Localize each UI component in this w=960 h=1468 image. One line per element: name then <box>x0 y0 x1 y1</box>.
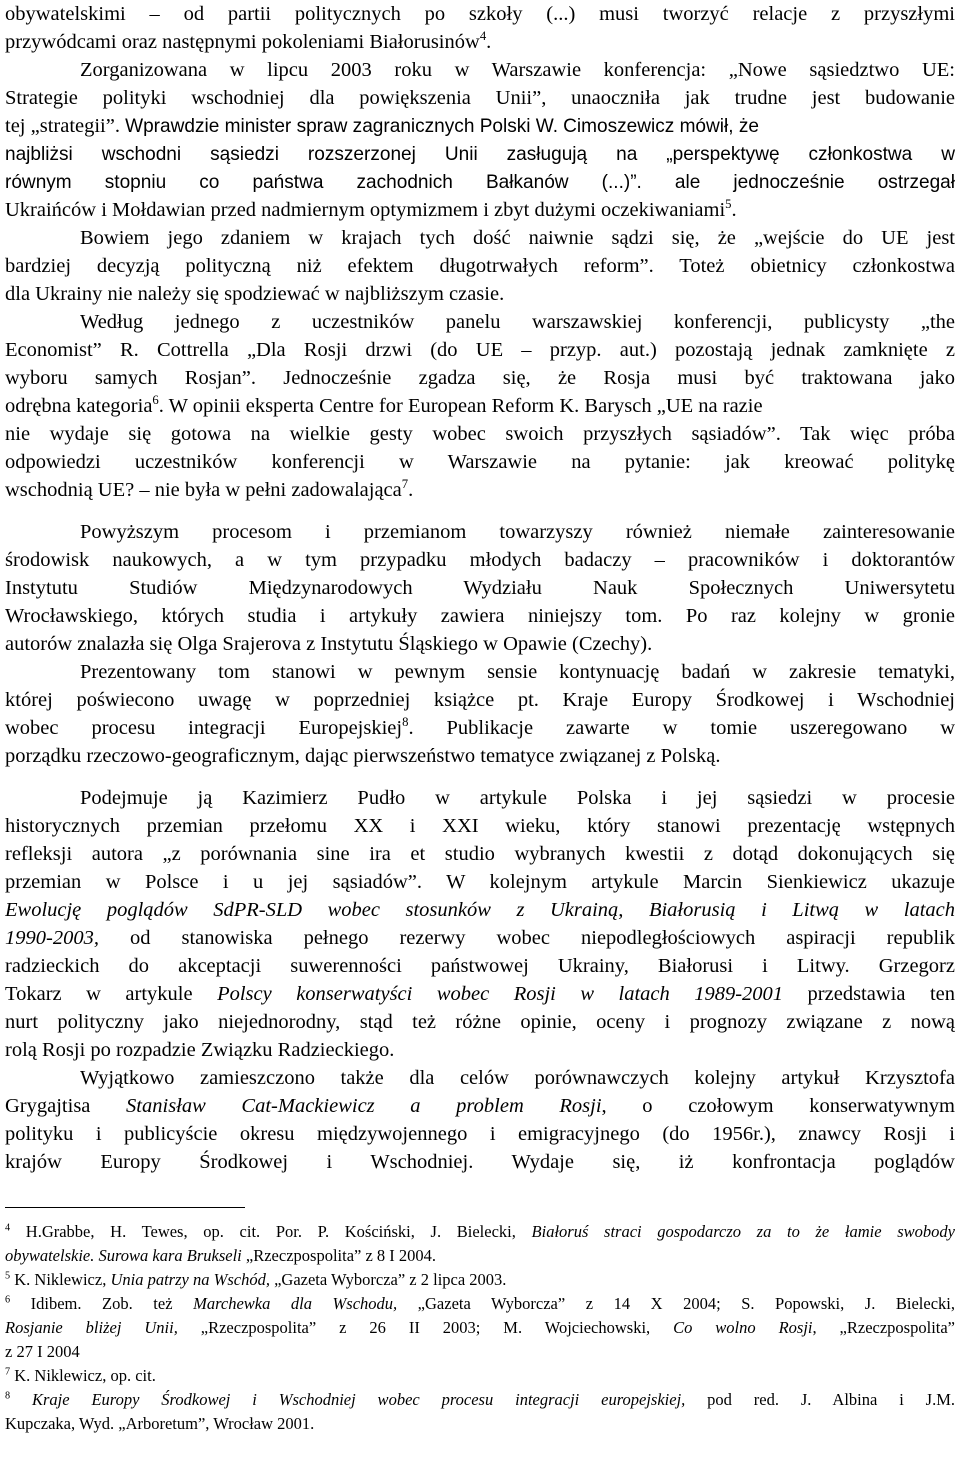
footnote-ref: 4 <box>5 1222 11 1234</box>
text-run: „Gazeta Wyborcza” z 14 X 2004; S. Popowski, J. Bielecki, <box>397 1294 955 1313</box>
text-run: . <box>731 199 737 221</box>
text-line <box>80 1064 955 1092</box>
footnote-separator <box>5 1207 245 1208</box>
text-run: . <box>408 479 414 501</box>
text-run: Strategie polityki wschodniej dla powiększenia Unii”, unaoczniła jak trudne jest budowanie <box>5 87 955 109</box>
footnote-ref: 7 <box>5 1366 11 1378</box>
text-run: , „Rzeczpospolita” <box>812 1318 955 1337</box>
footnote-ref: 8 <box>5 1390 11 1402</box>
footnote-line <box>5 1388 955 1412</box>
text-line <box>80 224 955 252</box>
text-line <box>5 924 955 952</box>
text-line <box>5 812 955 840</box>
italic-title: Marchewka dla Wschodu, <box>193 1294 398 1313</box>
text-line <box>80 658 955 686</box>
text-run: Kupczaka, Wyd. „Arboretum”, Wrocław 2001. <box>5 1414 315 1433</box>
footnote-line <box>5 1412 955 1436</box>
text-run: Prezentowany tom stanowi w pewnym sensie kontynuację badań w zakresie tematyki, <box>80 661 955 683</box>
italic-title: Ewolucję poglądów SdPR-SLD wobec stosunków z Ukrainą, Białorusią i Litwą w latach <box>5 899 955 921</box>
text-run: rolą Rosji po rozpadzie Związku Radzieckiego. <box>5 1039 395 1061</box>
text-run: od stanowiska pełnego rezerwy wobec niepodległościowych aspiracji republik <box>98 927 955 949</box>
text-run: wyboru samych Rosjan”. Jednocześnie zgadza się, że Rosja musi być traktowana jako <box>5 367 955 389</box>
italic-title: Rosjanie bliżej Unii, <box>5 1318 178 1337</box>
footnote-line <box>5 1244 955 1268</box>
italic-title: Białoruś straci gospodarczo za to że łamie swobody <box>531 1222 955 1241</box>
footnote-line <box>5 1220 955 1244</box>
text-run: wschodnią UE? – nie była w pełni zadowalająca <box>5 479 402 501</box>
text-run: Cimoszewicz mówił, że <box>563 116 759 137</box>
text-run: środowisk naukowych, a w tym przypadku młodych badaczy – pracowników i doktorantów <box>5 549 955 571</box>
text-line <box>5 840 955 868</box>
text-run: bardziej decyzją polityczną niż efektem długotrwałych reform”. Toteż obietnicy członkostwa <box>5 255 955 277</box>
text-run: Ukraińców i Mołdawian przed nadmiernym optymizmem i zbyt dużymi oczekiwaniami <box>5 199 726 221</box>
text-run: Powyższym procesom i przemianom towarzyszy również niemałe zainteresowanie <box>80 521 955 543</box>
italic-title: 1990-2003, <box>5 927 99 949</box>
footnote-ref: 6 <box>152 393 159 408</box>
text-run: obywatelskimi – od partii politycznych po szkoły (...) musi tworzyć relacje z przyszłymi <box>5 3 955 25</box>
text-run: refleksji autora „z porównania sine ira et studio wybranych kwestii z dotąd dokonujących się <box>5 843 955 865</box>
text-run: . <box>486 31 492 53</box>
italic-title: Co wolno Rosji <box>673 1318 813 1337</box>
text-line <box>5 1120 955 1148</box>
text-run: „Rzeczpospolita” z 26 II 2003; M. Wojciechowski, <box>177 1318 674 1337</box>
text-line <box>5 714 955 742</box>
text-run: wobec procesu integracji Europejskiej <box>5 717 403 739</box>
text-run: Wyjątkowo zamieszczono także dla celów porównawczych kolejny artykuł Krzysztofa <box>80 1067 955 1089</box>
text-run: dla Ukrainy nie należy się spodziewać w najbliższym czasie. <box>5 283 505 305</box>
text-line <box>5 1008 955 1036</box>
text-run: . W opinii eksperta Centre for European Reform K. Barysch „UE na razie <box>158 395 763 417</box>
text-run: Zorganizowana w lipcu 2003 roku w Warszawie konferencja: „Nowe sąsiedztwo UE: <box>80 59 955 81</box>
text-run: odpowiedzi uczestników konferencji w Warszawie na pytanie: jak kreować politykę <box>5 451 955 473</box>
text-line <box>5 448 955 476</box>
footnote-line <box>5 1268 955 1292</box>
text-line <box>5 280 955 308</box>
text-run: przedstawia ten <box>783 983 955 1005</box>
text-run: Economist” R. Cottrella „Dla Rosji drzwi (do UE – przyp. aut.) pozostają jednak zamknięte z <box>5 339 955 361</box>
footnote-ref: 8 <box>402 715 409 730</box>
text-line <box>5 28 955 56</box>
footnote-line <box>5 1340 955 1364</box>
text-run: Idibem. Zob. też <box>10 1294 194 1313</box>
footnote-ref: 4 <box>479 29 487 44</box>
text-line <box>5 1036 955 1064</box>
text-run: Tokarz w artykule <box>5 983 218 1005</box>
text-line <box>5 84 955 112</box>
italic-title: Kraje Europy Środkowej i Wschodniej wobec procesu integracji europejskiej, <box>32 1390 686 1409</box>
text-line <box>5 1148 955 1176</box>
text-line <box>5 252 955 280</box>
italic-title: obywatelskie. Surowa kara Brukseli <box>5 1246 242 1265</box>
text-run: przemian w Polsce i u jej sąsiadów”. W kolejnym artykule Marcin Sienkiewicz ukazuje <box>5 871 955 893</box>
text-line <box>5 196 955 224</box>
footnote-ref: 5 <box>725 197 732 212</box>
text-line <box>80 518 955 546</box>
text-run: przywódcami oraz następnymi pokoleniami Białorusinów <box>5 31 480 53</box>
text-run: polityku i publicyście okresu międzywojennego i emigracyjnego (do 1956r.), znawcy Rosji i <box>5 1123 955 1145</box>
text-run: , o czołowym konserwatywnym <box>601 1095 955 1117</box>
text-line <box>80 56 955 84</box>
text-line <box>5 742 955 770</box>
text-line <box>5 392 955 420</box>
text-run: Podejmuje ją Kazimierz Pudło w artykule Polska i jej sąsiedzi w procesie <box>80 787 955 809</box>
footnote-line <box>5 1316 955 1340</box>
text-line <box>5 686 955 714</box>
italic-title: Stanisław Cat-Mackiewicz a problem Rosji <box>126 1095 602 1117</box>
text-line <box>80 308 955 336</box>
text-run <box>10 1390 32 1409</box>
text-run: autorów znalazła się Olga Srajerova z Instytutu Śląskiego w Opawie (Czechy). <box>5 633 653 655</box>
text-run: Wprawdzie minister spraw zagranicznych Polski W. <box>125 116 559 137</box>
text-run: nie wydaje się gotowa na wielkie gesty wobec swoich przyszłych sąsiadów”. Tak więc próba <box>5 423 955 445</box>
footnote-ref: 5 <box>5 1270 11 1282</box>
text-run: odrębna kategoria <box>5 395 153 417</box>
text-line <box>5 112 955 140</box>
text-run: nurt polityczny jako niejednorodny, stąd też różne opinie, oceny i prognozy związane z nową <box>5 1011 955 1033</box>
text-run: K. Niklewicz, <box>10 1270 111 1289</box>
text-line <box>5 1092 955 1120</box>
italic-title: Polscy konserwatyści wobec Rosji w latach 1989-2001 <box>217 983 784 1005</box>
text-line <box>5 0 955 28</box>
text-run: porządku rzeczowo-geograficznym, dając pierwszeństwo tematyce związanej z Polską. <box>5 745 721 767</box>
text-run: tej „strategii”. <box>5 115 126 137</box>
text-run: najbliżsi wschodni sąsiedzi rozszerzonej Unii zasługują na „perspektywę członkostwa w <box>5 144 955 165</box>
text-run: z 27 I 2004 <box>5 1342 80 1361</box>
text-line <box>5 420 955 448</box>
text-run: Grygajtisa <box>5 1095 127 1117</box>
text-run: Wrocławskiego, których studia i artykuły zawiera niniejszy tom. Po raz kolejny w gronie <box>5 605 955 627</box>
footnote-ref: 6 <box>5 1294 11 1306</box>
text-run: Instytutu Studiów Międzynarodowych Wydziału Nauk Społecznych Uniwersytetu <box>5 577 955 599</box>
text-line <box>80 784 955 812</box>
text-line <box>5 952 955 980</box>
text-line <box>5 336 955 364</box>
text-run: radzieckich do akceptacji suwerenności państwowej Ukrainy, Białorusi i Litwy. Grzegorz <box>5 955 955 977</box>
text-run: K. Niklewicz, op. cit. <box>10 1366 156 1385</box>
text-line <box>5 896 955 924</box>
footnote-ref: 7 <box>401 477 409 492</box>
text-line <box>5 602 955 630</box>
text-line <box>5 980 955 1008</box>
text-line <box>5 476 955 504</box>
text-run: H.Grabbe, H. Tewes, op. cit. Por. P. Kościński, J. Bielecki, <box>10 1222 532 1241</box>
text-run: „Gazeta Wyborcza” z 2 lipca 2003. <box>269 1270 507 1289</box>
text-run: Bowiem jego zdaniem w krajach tych dość naiwnie sądzi się, że „wejście do UE jest <box>80 227 955 249</box>
text-run: historycznych przemian przełomu XX i XXI wieku, który stanowi prezentację wstępnych <box>5 815 955 837</box>
text-line <box>5 630 955 658</box>
text-line <box>5 868 955 896</box>
text-run: . Publikacje zawarte w tomie uszeregowano w <box>408 717 955 739</box>
text-run: pod red. J. Albina i J.M. <box>685 1390 955 1409</box>
text-run: krajów Europy Środkowej i Wschodniej. Wydaje się, iż konfrontacja poglądów <box>5 1151 955 1173</box>
text-line <box>5 364 955 392</box>
text-run: Według jednego z uczestników panelu warszawskiej konferencji, publicysty „the <box>80 311 955 333</box>
footnote-line <box>5 1292 955 1316</box>
italic-title: Unia patrzy na Wschód, <box>110 1270 270 1289</box>
text-run: której poświecono uwagę w poprzedniej książce pt. Kraje Europy Środkowej i Wschodniej <box>5 689 955 711</box>
text-run: równym stopniu co państwa zachodnich Bałkanów (...)”. ale jednocześnie ostrzegał <box>5 172 955 193</box>
text-line <box>5 168 955 196</box>
text-run: „Rzeczpospolita” z 8 I 2004. <box>241 1246 437 1265</box>
text-line <box>5 140 955 168</box>
footnote-line <box>5 1364 955 1388</box>
text-line <box>5 546 955 574</box>
text-line <box>5 574 955 602</box>
